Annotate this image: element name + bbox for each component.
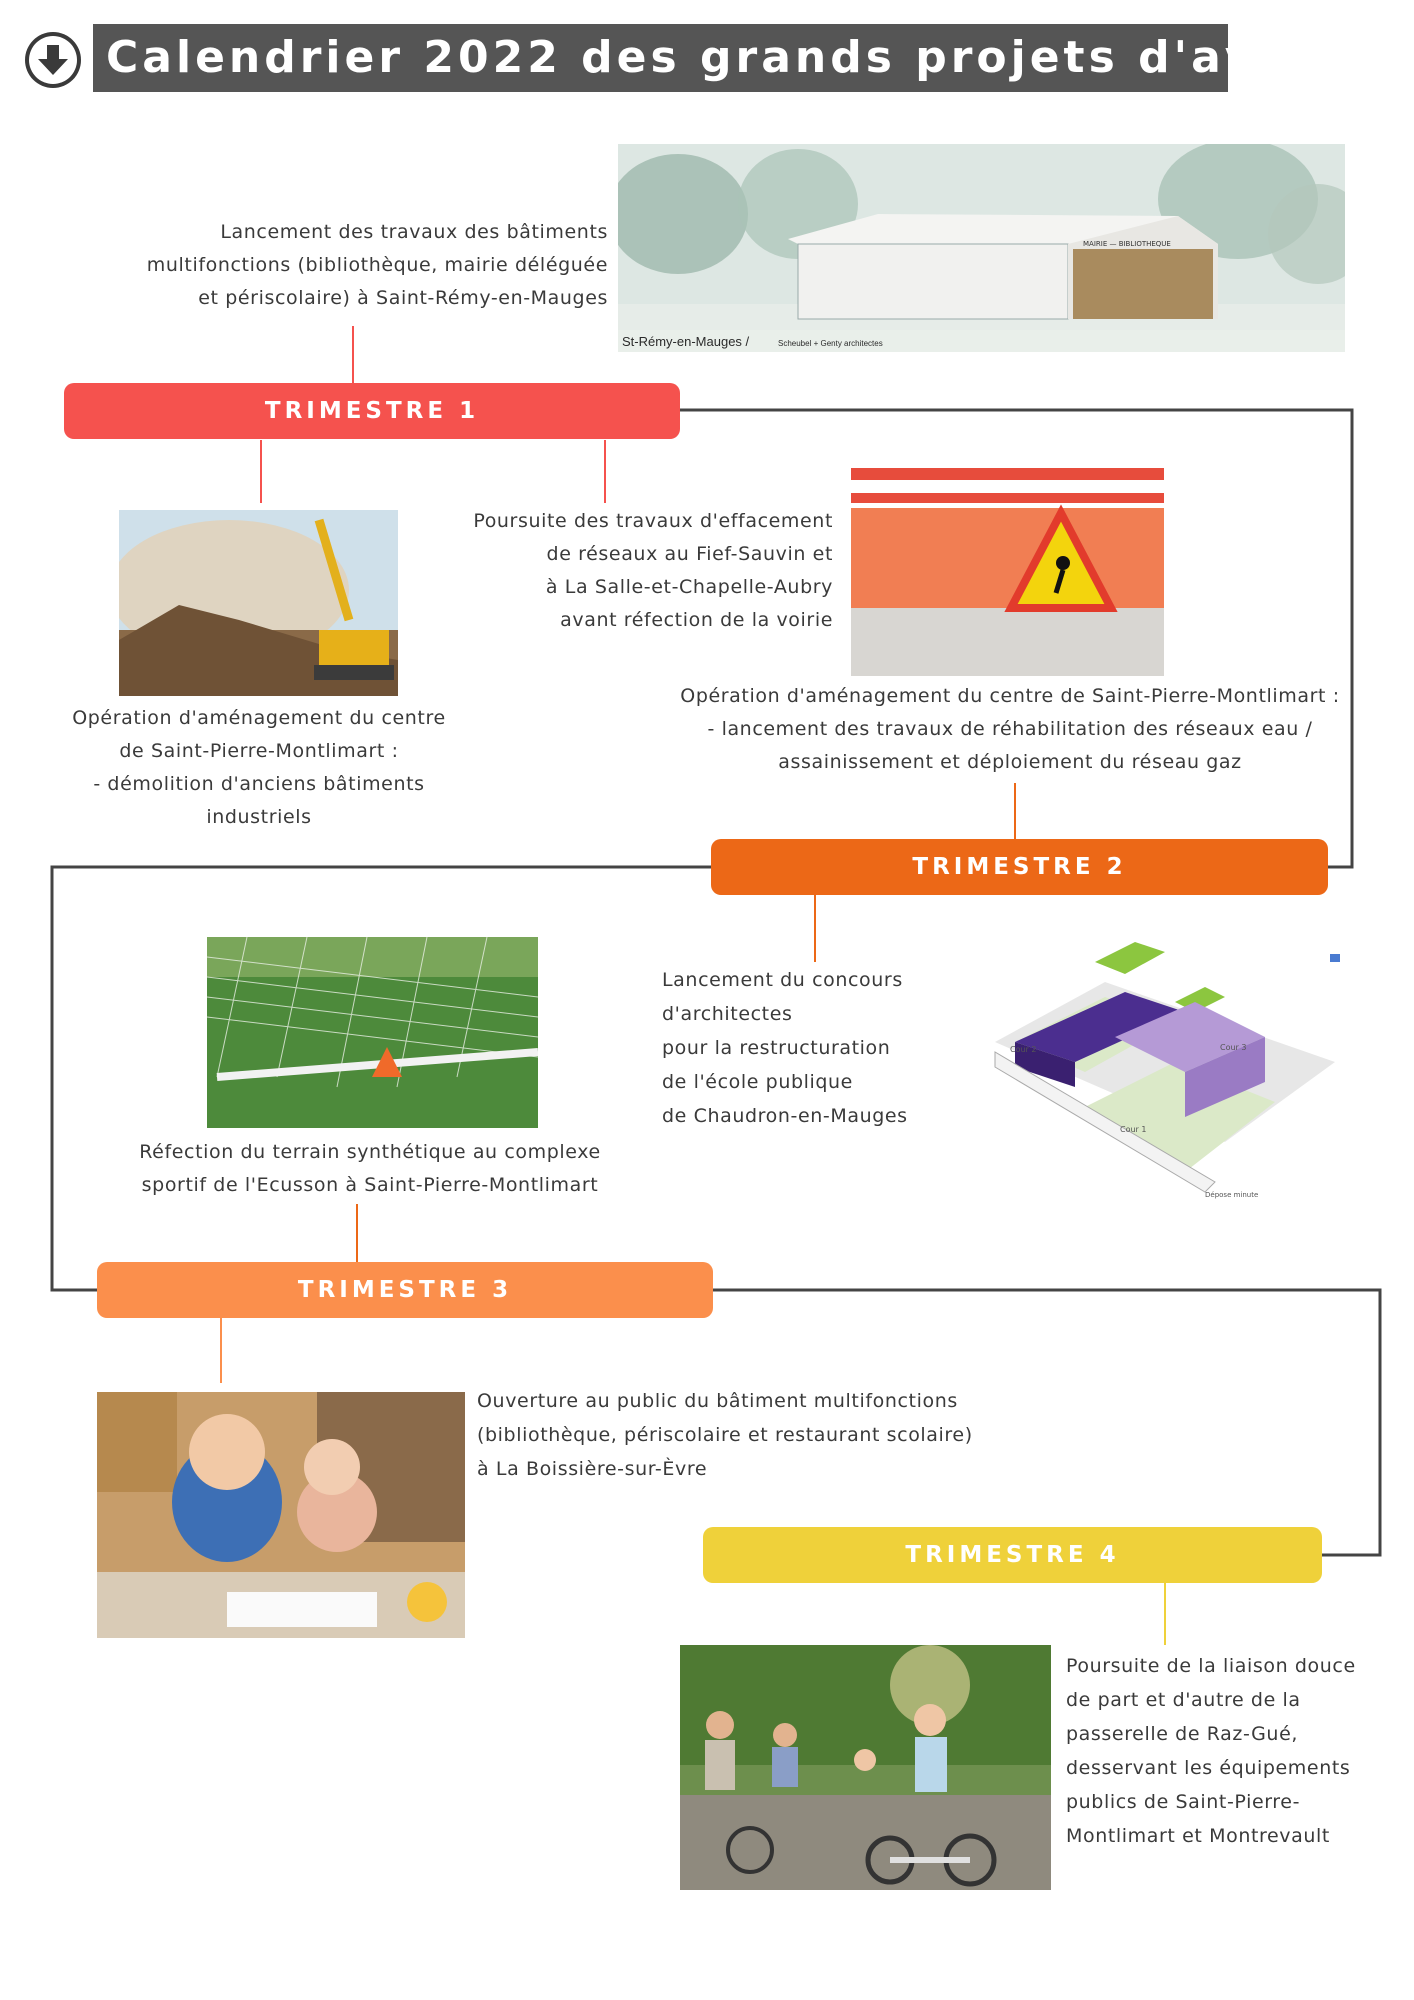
text-line: et périscolaire) à Saint-Rémy-en-Mauges bbox=[198, 287, 608, 309]
text-line: Poursuite de la liaison douce bbox=[1066, 1655, 1356, 1677]
text-line: de Saint-Pierre-Montlimart : bbox=[119, 740, 399, 762]
family-cycling-photo bbox=[680, 1645, 1051, 1890]
plan-label: Cour 3 bbox=[1220, 1043, 1247, 1052]
t1-mauges-text bbox=[100, 216, 608, 315]
t1-reseaux-text bbox=[430, 505, 833, 637]
page-title: Calendrier 2022 des grands projets d'avenir bbox=[106, 32, 1372, 83]
text-line: Poursuite des travaux d'effacement bbox=[473, 510, 833, 532]
text-line: de l'école publique bbox=[662, 1071, 853, 1093]
mauges-building-render bbox=[618, 144, 1345, 352]
text-line: Opération d'aménagement du centre bbox=[72, 707, 446, 729]
mauges-caption: St-Rémy-en-Mauges / bbox=[622, 334, 750, 349]
text-line: de réseaux au Fief-Sauvin et bbox=[546, 543, 833, 565]
text-line: Montlimart et Montrevault bbox=[1066, 1825, 1330, 1847]
plan-label: Dépose minute bbox=[1205, 1191, 1259, 1199]
school-plan-render bbox=[975, 942, 1355, 1232]
text-line: sportif de l'Ecusson à Saint-Pierre-Montlimart bbox=[141, 1174, 599, 1196]
text-line: Opération d'aménagement du centre de Saint-Pierre-Montlimart : bbox=[680, 685, 1340, 707]
trimestre-1-pill: TRIMESTRE 1 bbox=[64, 383, 680, 439]
text-line: avant réfection de la voirie bbox=[560, 609, 833, 631]
mauges-sign-text: MAIRIE — BIBLIOTHEQUE bbox=[1083, 240, 1171, 248]
plan-label: Cour 2 bbox=[1010, 1045, 1037, 1054]
text-line: industriels bbox=[206, 806, 312, 828]
t2-concours-text bbox=[662, 963, 1022, 1133]
t2-terrain-text bbox=[115, 1136, 625, 1202]
plan-label: Cour 1 bbox=[1120, 1125, 1147, 1134]
arrow-down-circle-icon bbox=[25, 32, 81, 88]
text-line: (bibliothèque, périscolaire et restaurant scolaire) bbox=[477, 1424, 973, 1446]
demolition-photo bbox=[119, 510, 398, 696]
children-library-photo bbox=[97, 1392, 465, 1638]
trimestre-3-pill: TRIMESTRE 3 bbox=[97, 1262, 713, 1318]
football-goal-photo bbox=[207, 937, 538, 1128]
t3-boissiere-text bbox=[477, 1384, 1017, 1486]
text-line: à La Boissière-sur-Èvre bbox=[477, 1458, 708, 1480]
text-line: - démolition d'anciens bâtiments bbox=[93, 773, 425, 795]
text-line: pour la restructuration bbox=[662, 1037, 891, 1059]
text-line: de Chaudron-en-Mauges bbox=[662, 1105, 908, 1127]
text-line: de part et d'autre de la bbox=[1066, 1689, 1301, 1711]
t4-liaison-text bbox=[1066, 1649, 1406, 1853]
text-line: assainissement et déploiement du réseau gaz bbox=[778, 751, 1242, 773]
trimestre-2-pill: TRIMESTRE 2 bbox=[711, 839, 1328, 895]
text-line: multifonctions (bibliothèque, mairie déléguée bbox=[146, 254, 608, 276]
text-line: Lancement du concours d'architectes bbox=[662, 969, 903, 1025]
trimestre-4-pill: TRIMESTRE 4 bbox=[703, 1527, 1322, 1583]
t1-eau-text bbox=[660, 680, 1360, 779]
text-line: publics de Saint-Pierre- bbox=[1066, 1791, 1301, 1813]
text-line: Réfection du terrain synthétique au complexe bbox=[139, 1141, 601, 1163]
t1-demolition-text bbox=[54, 702, 464, 834]
text-line: à La Salle-et-Chapelle-Aubry bbox=[545, 576, 833, 598]
text-line: desservant les équipements bbox=[1066, 1757, 1351, 1779]
text-line: passerelle de Raz-Gué, bbox=[1066, 1723, 1298, 1745]
mauges-credit: Scheubel + Genty architectes bbox=[778, 339, 883, 348]
text-line: Ouverture au public du bâtiment multifonctions bbox=[477, 1390, 958, 1412]
roadwork-photo bbox=[851, 468, 1164, 676]
text-line: - lancement des travaux de réhabilitation des réseaux eau / bbox=[707, 718, 1313, 740]
text-line: Lancement des travaux des bâtiments bbox=[220, 221, 608, 243]
